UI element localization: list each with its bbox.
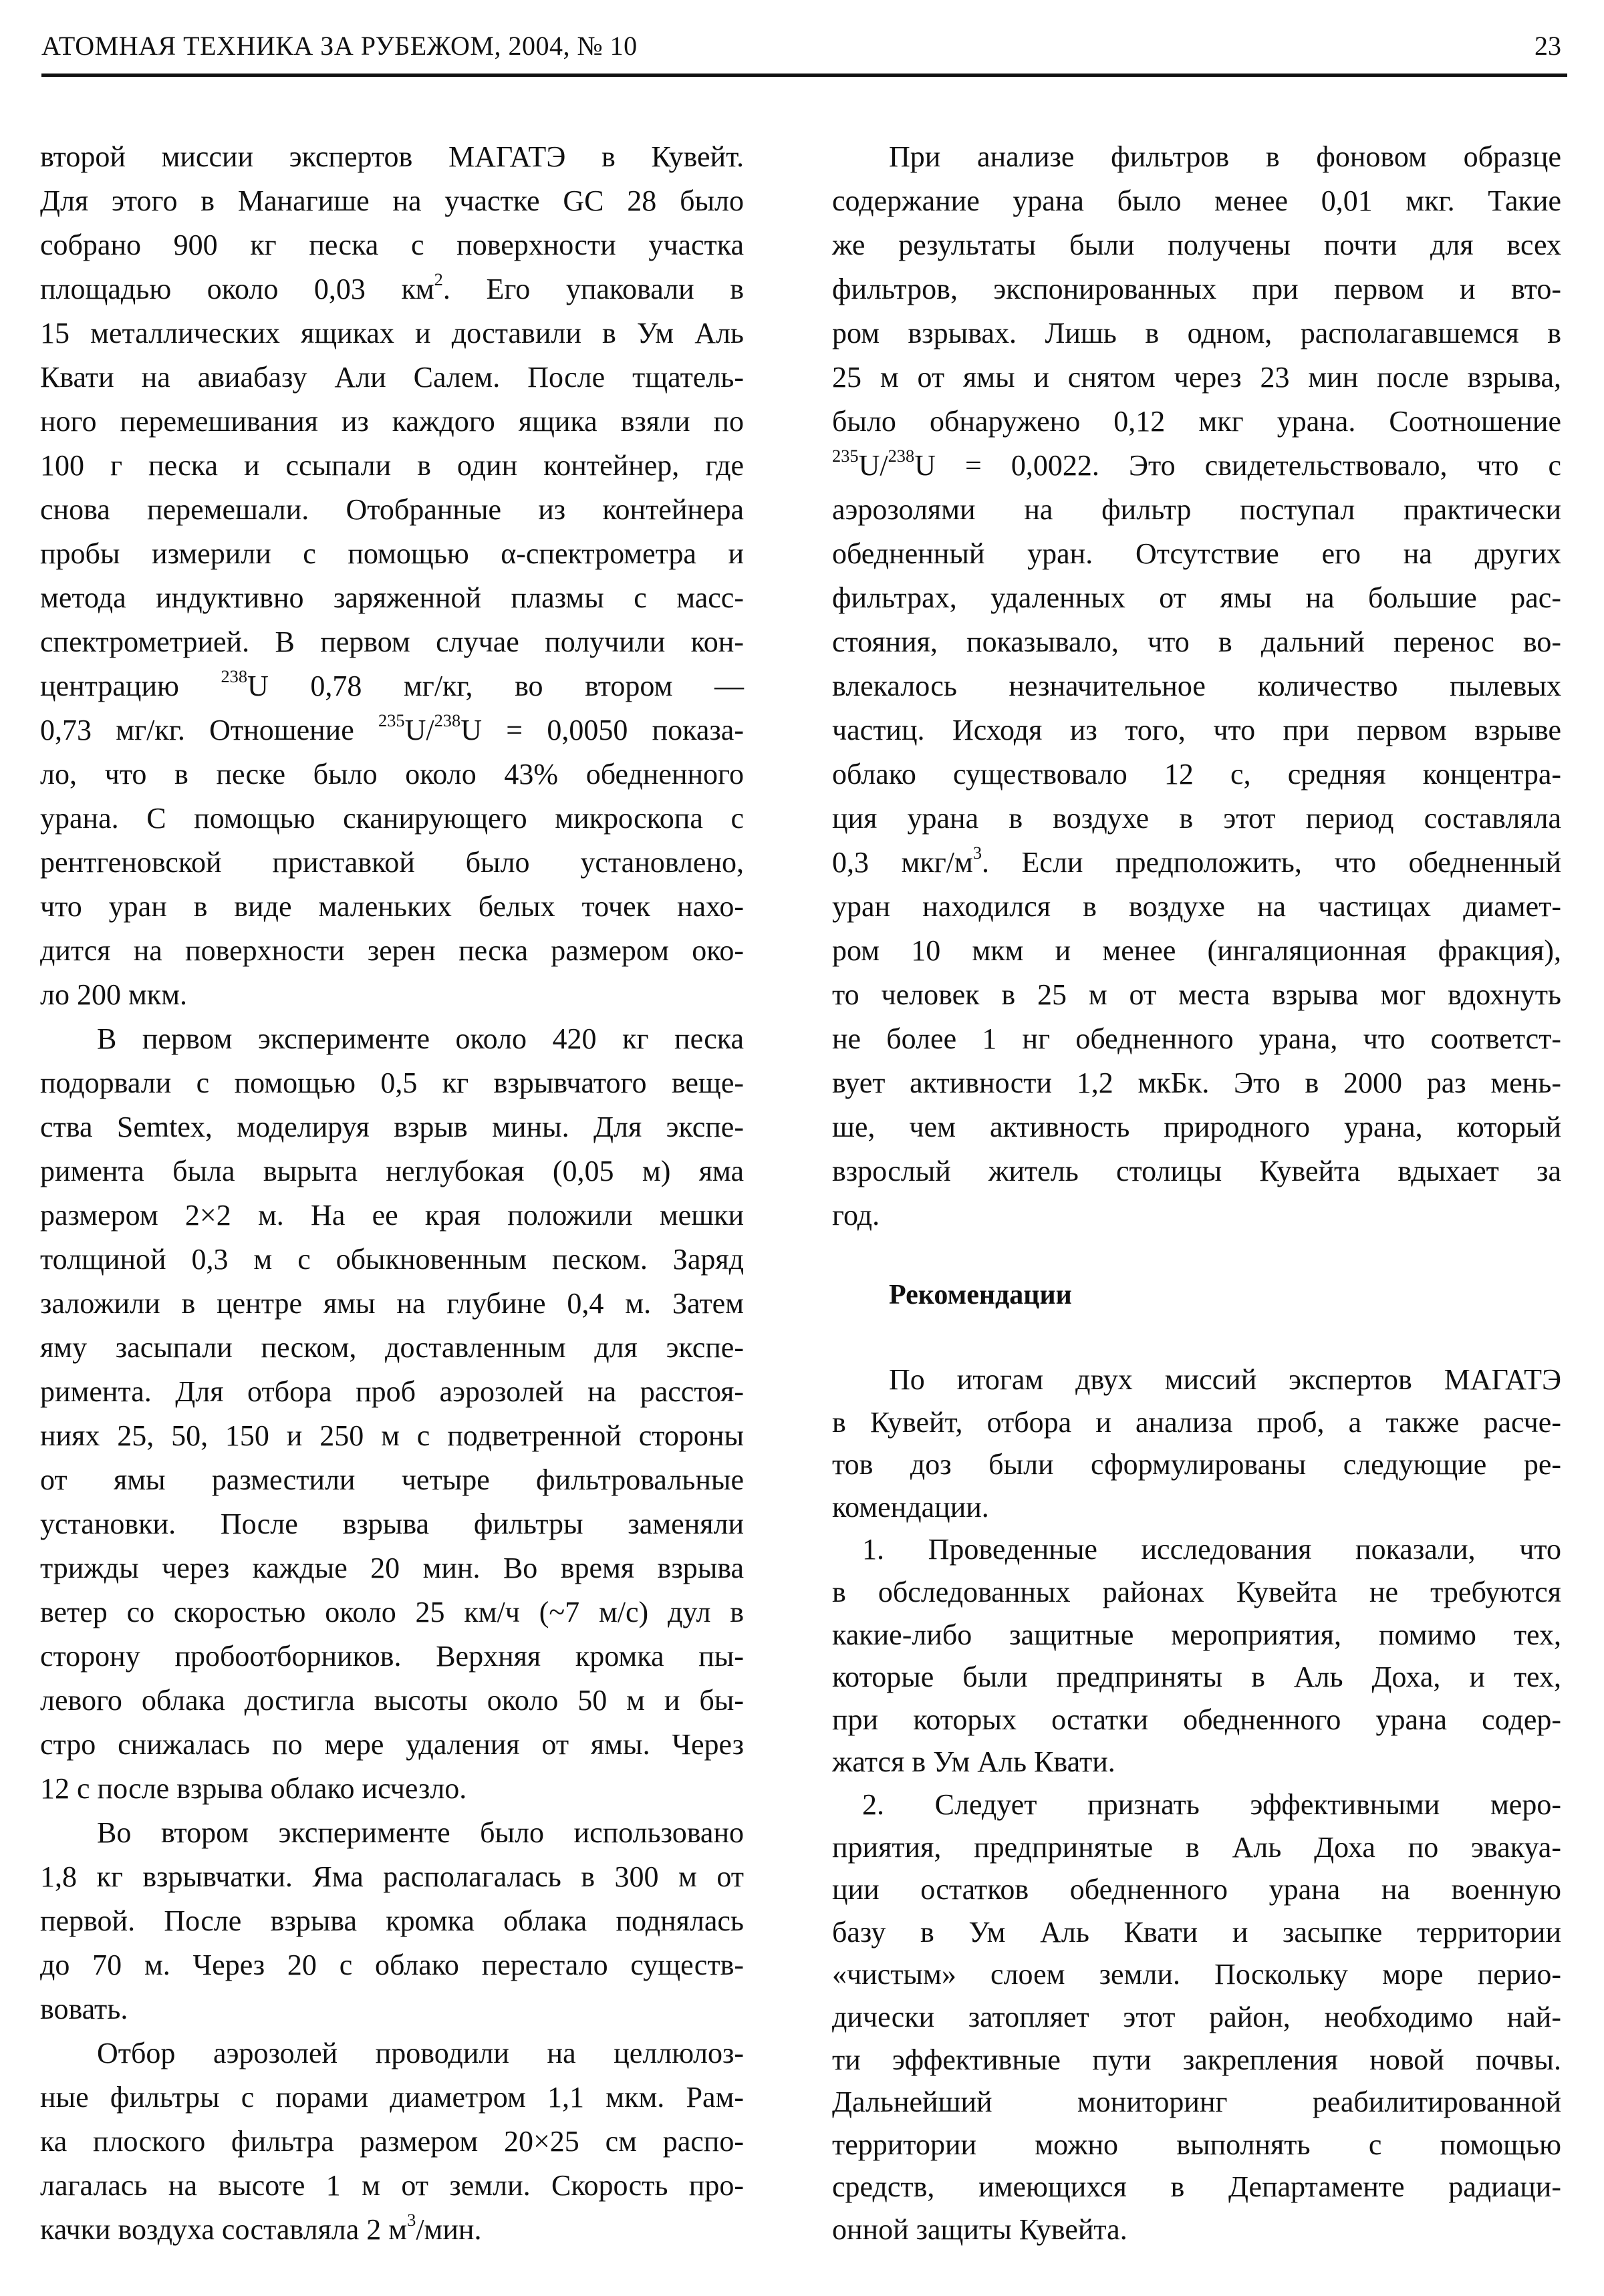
text-line: частиц. Исходя из того, что при первом взрыве — [832, 714, 1561, 746]
text-line: 0,3 мкг/$м^3$. Если предположить, что обедненный — [832, 843, 1562, 879]
paragraph — [832, 135, 1561, 1238]
text-line: обедненный уран. Отсутствие его на других — [832, 537, 1561, 570]
text-line: 12 с после взрыва облако исчезло. — [40, 1772, 467, 1805]
paragraph — [832, 1358, 1561, 1528]
text-line: вовать. — [40, 1993, 128, 2025]
text-line: площадью около 0,03 $км^2$. Его упаковали в — [40, 269, 744, 305]
text-line: центрацию $^{238}$U 0,78 мг/кг, во втором — — [40, 666, 744, 702]
text-line: Во втором эксперименте было использовано — [97, 1816, 744, 1849]
text-line: взрослый житель столицы Кувейта вдыхает за — [832, 1155, 1561, 1187]
text-line: комендации. — [832, 1490, 989, 1524]
text-line: дится на поверхности зерен песка размером око- — [40, 934, 744, 967]
text-line: тов доз были сформулированы следующие ре- — [832, 1448, 1561, 1481]
paragraph — [40, 2031, 744, 2252]
text-line: ло, что в песке было около 43% обедненного — [40, 758, 744, 791]
text-line: ветер со скоростью около 25 км/ч (~7 м/с) дул в — [40, 1596, 744, 1628]
text-line: яму засыпали песком, доставленным для экспе- — [40, 1331, 744, 1364]
text-line: стро снижалась по мере удаления от ямы. Через — [40, 1728, 744, 1761]
text-line: было обнаружено 0,12 мкг урана. Соотношение — [832, 405, 1561, 438]
text-line: в обследованных районах Кувейта не требуются — [832, 1575, 1561, 1608]
text-line: не более 1 нг обедненного урана, что соответст- — [832, 1022, 1561, 1055]
text-line: ного перемешивания из каждого ящика взяли по — [40, 405, 744, 438]
text-line: что уран в виде маленьких белых точек нахо- — [40, 890, 744, 923]
text-line: урана. С помощью сканирующего микроскопа с — [40, 802, 744, 835]
text-line: 25 м от ямы и снятом через 23 мин после взрыва, — [832, 361, 1561, 394]
text-line: При анализе фильтров в фоновом образце — [889, 140, 1561, 173]
superscript: 238 — [434, 710, 461, 731]
text-line: фильтров, экспонированных при первом и вто- — [832, 273, 1561, 305]
text-line: базу в Ум Аль Квати и засыпке территории — [832, 1915, 1561, 1949]
paragraph — [40, 1811, 744, 2031]
text-line: 2. Следует признать эффективными меро- — [862, 1787, 1561, 1821]
text-line: ные фильтры с порами диаметром 1,1 мкм. Рам- — [40, 2081, 744, 2114]
text-line: Квати на авиабазу Али Салем. После тщатель- — [40, 361, 744, 394]
text-line: в Кувейт, отбора и анализа проб, а также расче- — [832, 1405, 1561, 1439]
text-line: подорвали с помощью 0,5 кг взрывчатого веще- — [40, 1066, 744, 1099]
text-line: приятия, предпринятые в Аль Доха по эвакуа- — [832, 1830, 1561, 1864]
text-line: облако существовало 12 с, средняя концентра- — [832, 758, 1561, 791]
text-line: лагалась на высоте 1 м от земли. Скорость про- — [40, 2169, 744, 2202]
text-line: метода индуктивно заряженной плазмы с масс- — [40, 581, 744, 614]
left-column — [40, 135, 744, 2252]
text-line: вует активности 1,2 мкБк. Это в 2000 раз мень- — [832, 1066, 1561, 1099]
text-line: территории можно выполнять с помощью — [832, 2128, 1561, 2161]
text-line: левого облака достигла высоты около 50 м и бы- — [40, 1684, 744, 1717]
text-line: 15 металлических ящиках и доставили в Ум Аль — [40, 317, 744, 349]
text-line: какие-либо защитные мероприятия, помимо тех, — [832, 1618, 1561, 1651]
text-line: фильтрах, удаленных от ямы на большие рас- — [832, 581, 1561, 614]
section-heading-recommendations: Рекомендации — [889, 1280, 1072, 1310]
text-line: качки воздуха составляла 2 $м^3$/мин. — [40, 2210, 482, 2246]
text-line: 0,73 мг/кг. Отношение $^{235}$U/$^{238}$U = 0,0050 показа- — [40, 710, 744, 746]
superscript: 3 — [407, 2210, 416, 2231]
text-line: сторону пробоотборников. Верхняя кромка пы- — [40, 1640, 744, 1673]
text-line: аэрозолями на фильтр поступал практически — [832, 493, 1561, 526]
paragraph — [40, 1017, 744, 1811]
superscript: 235 — [378, 710, 405, 731]
text-line: собрано 900 кг песка с поверхности участка — [40, 229, 744, 261]
text-line: ции остатков обедненного урана на военную — [832, 1873, 1561, 1906]
paragraph — [832, 1528, 1561, 1783]
paragraph — [832, 1783, 1561, 2251]
text-line: стояния, показывало, что в дальний перенос во- — [832, 625, 1561, 658]
text-line: ло 200 мкм. — [40, 978, 188, 1011]
text-line: толщиной 0,3 м с обыкновенным песком. Заряд — [40, 1243, 744, 1276]
text-line: ше, чем активность природного урана, который — [832, 1111, 1561, 1143]
text-line: от ямы разместили четыре фильтровальные — [40, 1463, 744, 1496]
right-column — [832, 135, 1561, 1238]
running-head-journal-title: АТОМНАЯ ТЕХНИКА ЗА РУБЕЖОМ, 2004, № 10 — [41, 31, 638, 61]
text-line: 100 г песка и ссыпали в один контейнер, где — [40, 449, 744, 482]
text-line: влекалось незначительное количество пылевых — [832, 670, 1561, 702]
text-line: римента. Для отбора проб аэрозолей на расстоя- — [40, 1375, 744, 1408]
text-line: Дальнейший мониторинг реабилитированной — [832, 2086, 1561, 2119]
header-rule — [41, 74, 1567, 77]
text-line: снова перемешали. Отобранные из контейнера — [40, 493, 744, 526]
text-line: жатся в Ум Аль Квати. — [832, 1745, 1115, 1779]
text-line: пробы измерили с помощью α-спектрометра и — [40, 537, 744, 570]
text-line: 1. Проведенные исследования показали, что — [862, 1533, 1561, 1566]
text-line: же результаты были получены почти для всех — [832, 229, 1561, 261]
text-line: $^{235}$U/$^{238}$U = 0,0022. Это свидетельствовало, что с — [832, 446, 1561, 482]
text-line: Для этого в Манагише на участке GC 28 было — [40, 184, 744, 217]
text-line: дически затопляет этот район, необходимо най- — [832, 2000, 1561, 2033]
text-line: ниях 25, 50, 150 и 250 м с подветренной стороны — [40, 1419, 744, 1452]
text-line: римента была вырыта неглубокая (0,05 м) яма — [40, 1155, 744, 1187]
text-line: спектрометрией. В первом случае получили кон- — [40, 625, 744, 658]
text-line: онной защиты Кувейта. — [832, 2212, 1127, 2246]
text-line: первой. После взрыва кромка облака поднялась — [40, 1904, 744, 1937]
text-line: По итогам двух миссий экспертов МАГАТЭ — [889, 1363, 1561, 1396]
superscript: 3 — [972, 843, 982, 863]
text-line: «чистым» слоем земли. Поскольку море перио- — [832, 1958, 1561, 1991]
text-line: рентгеновской приставкой было установлено, — [40, 846, 744, 879]
text-line: второй миссии экспертов МАГАТЭ в Кувейт. — [40, 140, 744, 173]
text-line: ром взрывах. Лишь в одном, располагавшемся в — [832, 317, 1561, 349]
text-line: размером 2×2 м. На ее края положили мешки — [40, 1199, 744, 1232]
text-line: ти эффективные пути закрепления новой почвы. — [832, 2043, 1561, 2076]
text-line: год. — [832, 1199, 880, 1232]
text-line: 1,8 кг взрывчатки. Яма располагалась в 300 м от — [40, 1860, 744, 1893]
text-line: ция урана в воздухе в этот период составляла — [832, 802, 1561, 835]
superscript: 235 — [832, 446, 859, 466]
page-number: 23 — [1534, 31, 1561, 61]
superscript: 238 — [888, 446, 915, 466]
text-line: средств, имеющихся в Департаменте радиаци- — [832, 2170, 1561, 2204]
text-line: которые были предприняты в Аль Доха, и тех, — [832, 1661, 1561, 1694]
text-line: содержание урана было менее 0,01 мкг. Такие — [832, 184, 1561, 217]
text-line: то человек в 25 м от места взрыва мог вдохнуть — [832, 978, 1561, 1011]
text-line: при которых остатки обедненного урана содер- — [832, 1703, 1561, 1736]
text-line: Отбор аэрозолей проводили на целлюлоз- — [97, 2037, 744, 2069]
superscript: 238 — [221, 666, 248, 687]
text-line: ром 10 мкм и менее (ингаляционная фракция), — [832, 934, 1561, 967]
paragraph — [40, 135, 744, 1017]
text-line: В первом эксперименте около 420 кг песка — [97, 1022, 744, 1055]
recommendations-body — [832, 1358, 1561, 2251]
text-line: трижды через каждые 20 мин. Во время взрыва — [40, 1552, 744, 1584]
text-line: ства Semtex, моделируя взрыв мины. Для экспе- — [40, 1111, 744, 1143]
text-line: уран находился в воздухе на частицах диамет- — [832, 890, 1561, 923]
text-line: ка плоского фильтра размером 20×25 см распо- — [40, 2125, 744, 2158]
superscript: 2 — [434, 269, 443, 290]
text-line: до 70 м. Через 20 с облако перестало существ- — [40, 1949, 744, 1981]
text-line: установки. После взрыва фильтры заменяли — [40, 1508, 744, 1540]
text-line: заложили в центре ямы на глубине 0,4 м. Затем — [40, 1287, 744, 1320]
